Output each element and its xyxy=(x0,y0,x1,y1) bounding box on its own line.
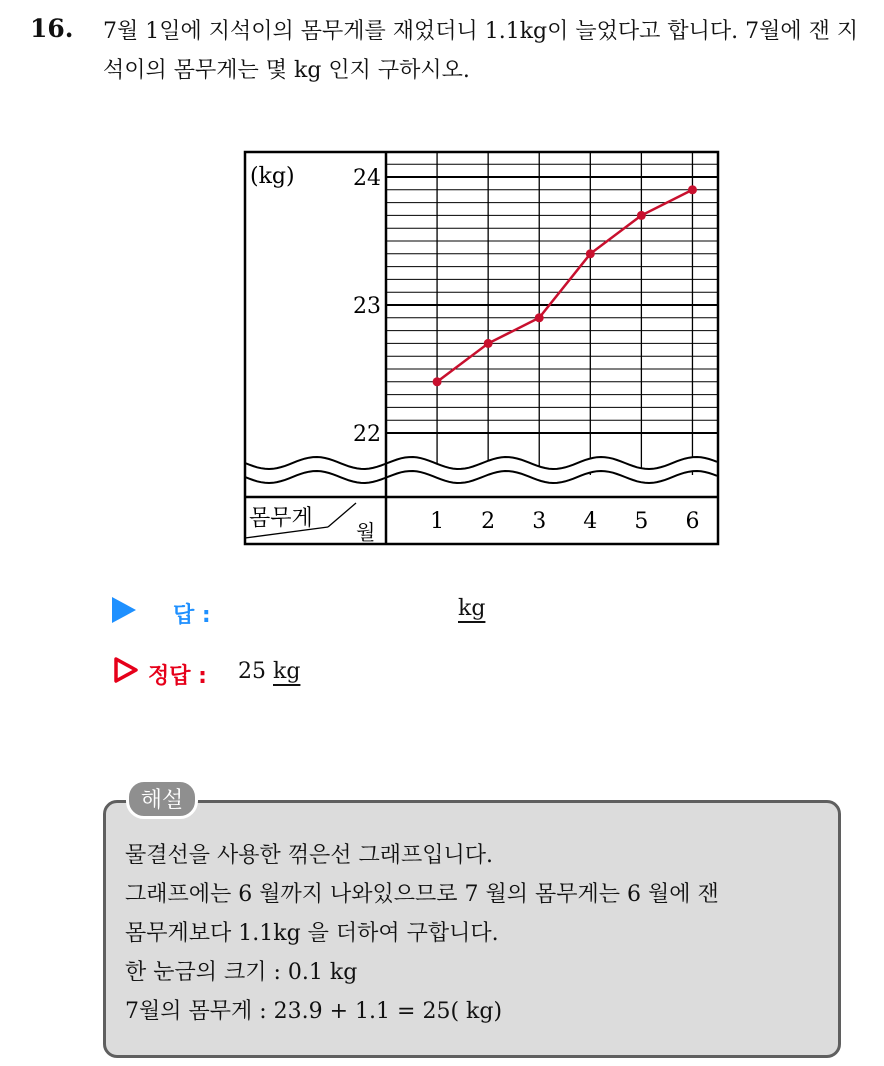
question-text: 7월 1일에 지석이의 몸무게를 재었더니 1.1kg이 늘었다고 합니다. 7월에 잰 지석이의 몸무게는 몇 kg 인지 구하시오. xyxy=(103,19,859,83)
data-point xyxy=(688,185,697,194)
solution-arrow-icon xyxy=(113,656,139,684)
y-axis-label: (kg) xyxy=(250,164,295,189)
y-tick-label: 22 xyxy=(353,422,381,447)
x-tick-label: 1 xyxy=(430,509,445,534)
wavy-break-band xyxy=(245,457,718,483)
data-point xyxy=(535,313,544,322)
y-tick-label: 23 xyxy=(353,294,381,319)
weight-line-chart xyxy=(243,150,721,548)
explanation-line: 한 눈금의 크기 : 0.1 kg xyxy=(125,960,358,985)
y-tick-label: 24 xyxy=(353,166,381,191)
explanation-text xyxy=(125,836,719,1031)
explanation-line: 물결선을 사용한 꺾은선 그래프입니다. xyxy=(125,843,494,868)
data-point xyxy=(484,339,493,348)
data-point xyxy=(637,211,646,220)
answer-arrow-icon xyxy=(112,597,136,623)
x-tick-label: 6 xyxy=(685,509,700,534)
header-diagonal xyxy=(328,503,356,527)
explanation-line: 몸무게보다 1.1kg 을 더하여 구합니다. xyxy=(125,921,499,946)
x-tick-label: 2 xyxy=(481,509,496,534)
series-line xyxy=(437,190,692,382)
x-tick-label: 3 xyxy=(532,509,547,534)
solution-value: 25 xyxy=(238,659,266,684)
solution-unit: kg xyxy=(273,659,301,684)
explanation-line: 7월의 몸무게 : 23.9 + 1.1 = 25( kg) xyxy=(125,999,503,1024)
explanation-tab: 해설 xyxy=(126,779,198,819)
solution-answer xyxy=(238,659,300,684)
table-header-left: 몸무게 xyxy=(249,506,313,531)
question-number: 16. xyxy=(30,14,74,43)
data-point xyxy=(586,249,595,258)
solution-label: 정답 : xyxy=(148,664,207,689)
data-point xyxy=(433,377,442,386)
answer-label: 답 : xyxy=(173,603,211,628)
answer-unit: kg xyxy=(458,596,486,621)
explanation-line: 그래프에는 6 월까지 나와있으므로 7 월의 몸무게는 6 월에 잰 xyxy=(125,882,719,907)
table-header-right: 월 xyxy=(356,520,376,544)
x-tick-label: 4 xyxy=(583,509,598,534)
x-tick-label: 5 xyxy=(634,509,649,534)
